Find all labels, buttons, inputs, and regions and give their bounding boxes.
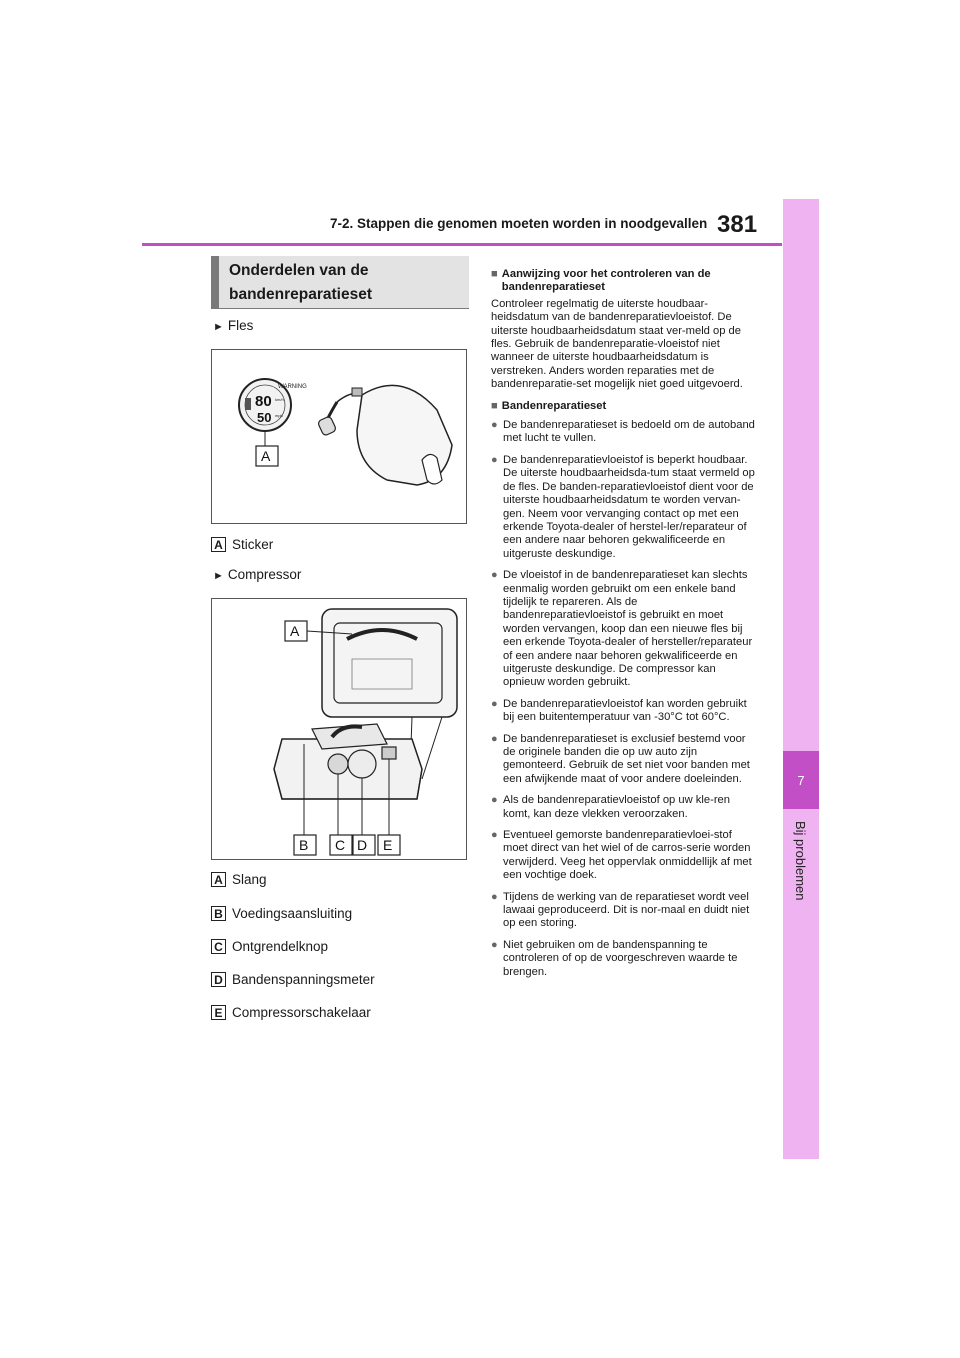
fig2-callout-c: C — [335, 837, 346, 853]
bullet-item — [491, 454, 756, 561]
bullet-dot-icon: ● — [491, 569, 498, 582]
compressor-legend-row — [211, 1005, 371, 1020]
legend-letter-c: C — [211, 939, 226, 954]
arrow-icon: ► — [213, 570, 224, 582]
bullet-dot-icon: ● — [491, 890, 498, 903]
chapter-number: 7 — [797, 772, 805, 788]
chapter-header-title: 7-2. Stappen die genomen moeten worden in noodgevallen — [330, 216, 708, 231]
section-heading-text: Onderdelen van de bandenreparatieset — [229, 262, 372, 303]
compressor-label: Compressor — [227, 567, 302, 582]
compressor-legend-row — [211, 972, 375, 987]
compressor-legend-row — [211, 939, 328, 954]
note2-heading-text: Bandenreparatieset — [501, 399, 607, 412]
legend-text-schakelaar: Compressorschakelaar — [232, 1005, 371, 1020]
bullet-text: Als de bandenreparatievloeistof op uw kle-ren komt, kan deze vlekken veroorzaken. — [503, 794, 730, 820]
legend-text-meter: Bandenspanningsmeter — [232, 972, 375, 987]
compressor-illustration — [212, 599, 466, 859]
bullet-dot-icon: ● — [491, 453, 498, 466]
square-bullet-icon: ■ — [491, 268, 498, 280]
compressor-item — [213, 567, 301, 582]
note1-heading-text: Aanwijzing voor het controleren van de bandenreparatieset — [501, 268, 711, 294]
section-heading — [211, 256, 469, 308]
bullet-dot-icon: ● — [491, 829, 498, 842]
header-rule — [142, 243, 782, 246]
sticker-speed2-text: 50 — [257, 410, 272, 425]
bullet-text: Niet gebruiken om de bandenspanning te controleren of op de voorgeschreven waarde te brengen. — [503, 938, 738, 978]
page-number: 381 — [717, 211, 758, 238]
bullet-item — [491, 891, 756, 931]
bullet-item — [491, 419, 756, 446]
chapter-number-box — [783, 751, 819, 809]
fig2-callout-d: D — [357, 837, 368, 853]
square-bullet-icon: ■ — [491, 399, 498, 412]
legend-text-voeding: Voedingsaansluiting — [232, 906, 353, 921]
fles-legend-row — [211, 537, 273, 552]
bullet-dot-icon: ● — [491, 794, 498, 807]
chapter-side-tab — [783, 199, 819, 1159]
fig2-callout-b: B — [299, 837, 309, 853]
note1-paragraph: Controleer regelmatig de uiterste houdbaar-heidsdatum van de bandenreparatievloeistof. De uiterste houdbaarheidsdatum staat ver-meld op de fles. Gebruik de bandenreparatie-vloeistof niet wanneer de uiterste houdbaarheidsdatum is verstreken. Anders worden reparaties met de bandenreparatie-set mogelijk niet goed uitgevoerd. — [491, 297, 743, 391]
bullet-item — [491, 939, 756, 979]
sticker-speed-text: 80 — [255, 393, 272, 410]
legend-letter-a: A — [211, 537, 226, 552]
note-heading — [491, 268, 756, 295]
legend-letter-a: A — [211, 872, 226, 887]
sticker-graphic — [239, 379, 307, 446]
note-heading — [491, 400, 756, 413]
fles-item — [213, 318, 253, 333]
fles-figure — [211, 349, 467, 524]
bullet-text: De bandenreparatieset is exclusief bestemd voor de originele banden die op uw auto zijn gemonteerd. Gebruik de set niet voor banden met een afwijkende maat of voor andere doeleinden. — [503, 732, 750, 785]
arrow-icon: ► — [213, 321, 224, 333]
sticker-warning-text: WARNING — [278, 384, 307, 390]
bullet-item — [491, 794, 756, 821]
notes-column — [491, 268, 756, 987]
bullet-item — [491, 829, 756, 883]
bullet-text: De vloeistof in de bandenreparatieset kan slechts eenmalig worden gebruikt om een enkele band tijdelijk te repareren. Als de bandenreparatievloeistof is gebruikt en moet worden vervangen, koop dan een nieuwe fles bij een erkende Toyota-dealer of hersteller/reparateur of een andere naar behoren gekwalificeerde en uitgeruste deskundige. De compressor kan opnieuw worden gebruikt. — [503, 569, 753, 689]
fig2-callout-a: A — [290, 623, 300, 639]
section-heading-rule — [211, 308, 469, 309]
bullet-dot-icon: ● — [491, 732, 498, 745]
fles-label: Fles — [227, 318, 254, 333]
bullet-text: De bandenreparatievloeistof kan worden gebruikt bij een buitentemperatuur van -30°C tot 60°C. — [503, 697, 747, 724]
bullet-item — [491, 698, 756, 725]
bullet-text: Eventueel gemorste bandenreparatievloei-stof moet direct van het wiel of de carros-serie worden verwijderd. Veeg het oppervlak onmiddellijk af met een vochtige doek. — [503, 829, 752, 882]
sticker-unit2-text: mph — [275, 413, 283, 418]
chapter-label: Bij problemen — [793, 821, 808, 901]
legend-letter-e: E — [211, 1005, 226, 1020]
compressor-figure — [211, 598, 467, 860]
legend-text-slang: Slang — [232, 872, 267, 887]
compressor-legend-row — [211, 872, 267, 887]
compressor-legend-row — [211, 906, 352, 921]
fig2-callout-e: E — [383, 837, 393, 853]
legend-text-sticker: Sticker — [232, 537, 274, 552]
legend-letter-d: D — [211, 972, 226, 987]
bullet-text: De bandenreparatievloeistof is beperkt houdbaar. De uiterste houdbaarheidsda-tum staat vermeld op de fles. De banden-reparatievloeistof dient voor de uiterste houdbaarheidsdatum te worden vervan-gen. Neem voor vervanging contact op met een erkende Toyota-dealer of herstel-ler/reparateur of een andere naar behoren gekwalificeerde en uitgeruste deskundige. — [503, 453, 755, 560]
legend-text-ontgrendel: Ontgrendelknop — [232, 939, 329, 954]
legend-letter-b: B — [211, 906, 226, 921]
fles-illustration — [212, 350, 466, 523]
bullet-dot-icon: ● — [491, 938, 498, 951]
fig1-callout-a: A — [261, 448, 271, 464]
bullet-item — [491, 569, 756, 690]
bullet-dot-icon: ● — [491, 697, 498, 710]
bottle-graphic — [317, 385, 452, 485]
bullet-item — [491, 733, 756, 787]
bullet-text: De bandenreparatieset is bedoeld om de autoband met lucht te vullen. — [503, 419, 755, 445]
bullet-text: Tijdens de werking van de reparatieset wordt veel lawaai geproduceerd. Dit is nor-maal en duidt niet op een storing. — [503, 890, 750, 930]
sticker-unit1-text: km/h — [275, 397, 284, 402]
bullet-dot-icon: ● — [491, 419, 498, 432]
